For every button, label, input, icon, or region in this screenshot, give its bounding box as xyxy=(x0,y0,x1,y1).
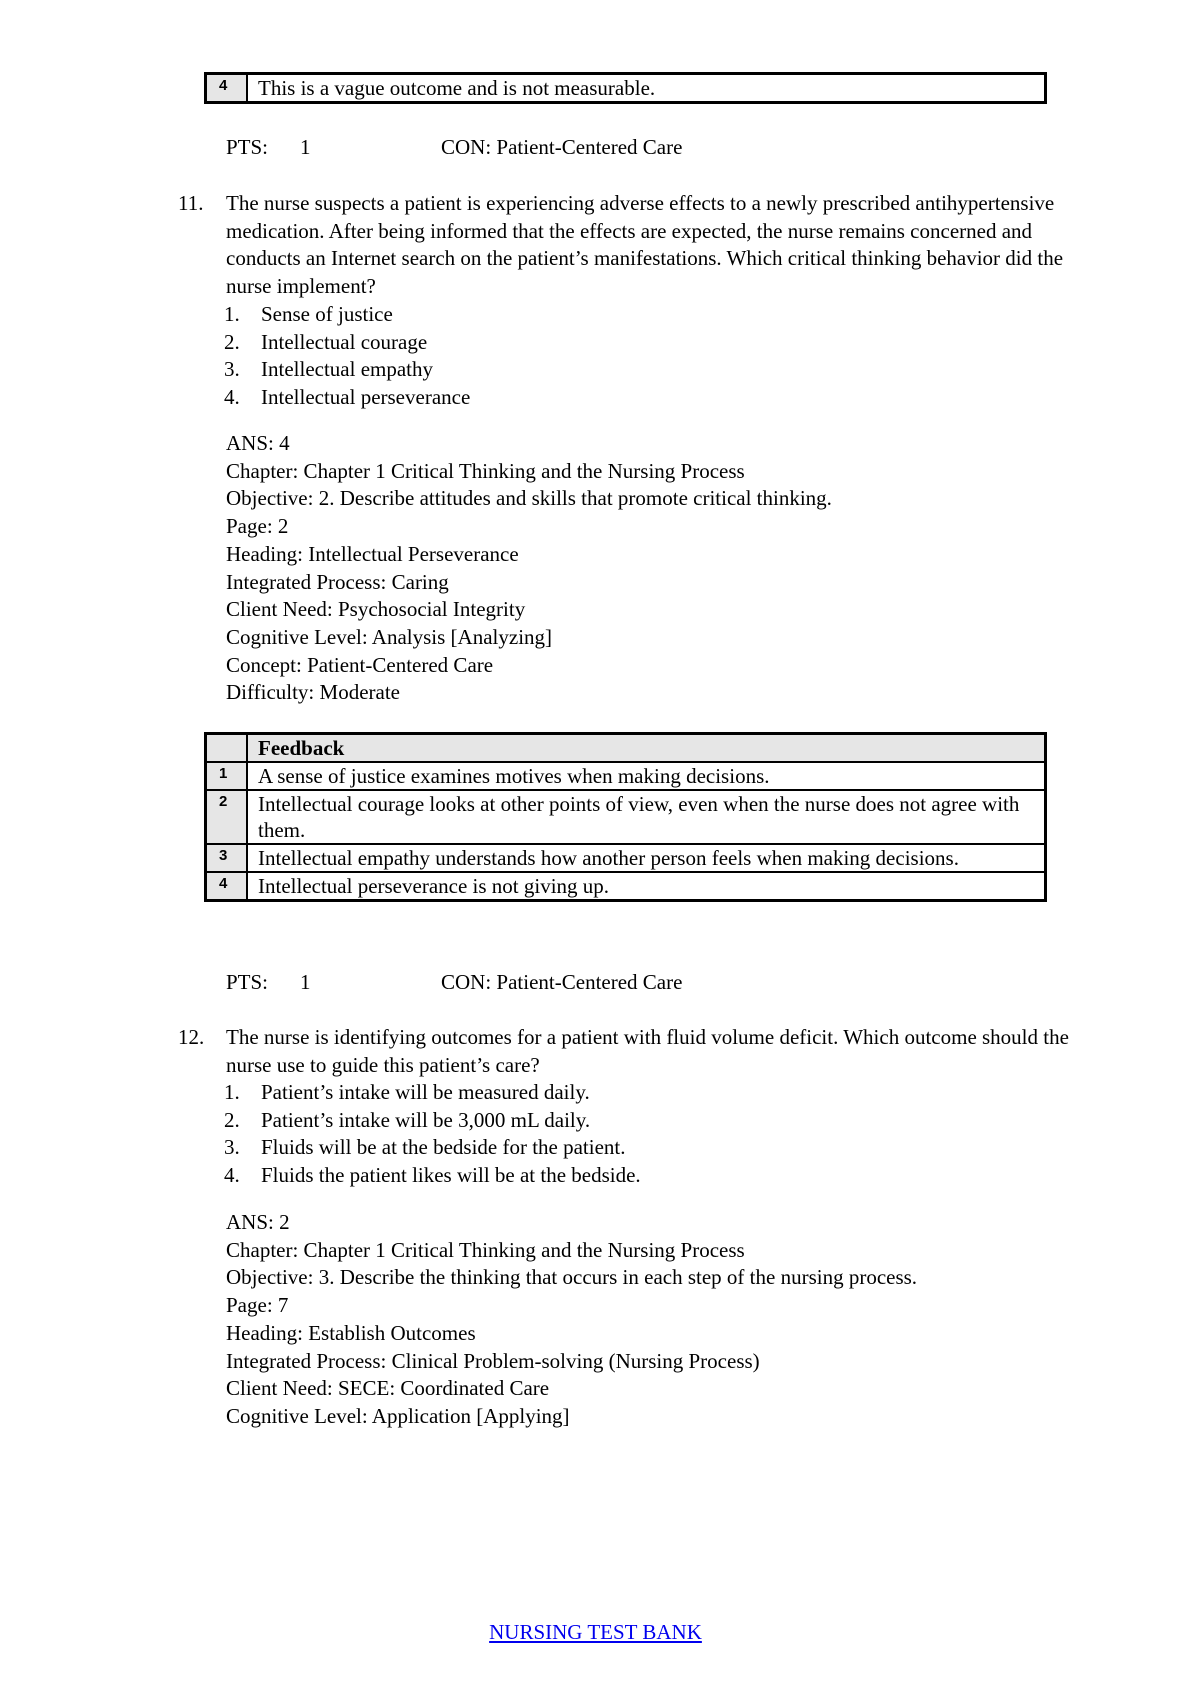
pts-label: PTS: xyxy=(226,970,269,994)
integrated-process: Integrated Process: Clinical Problem-solving (Nursing Process) xyxy=(226,1348,760,1373)
feedback-row xyxy=(206,872,1046,901)
pts-label: PTS: xyxy=(226,135,269,159)
feedback-row-text: Intellectual perseverance is not giving up. xyxy=(247,872,1046,901)
feedback-header-row xyxy=(206,734,1046,763)
footer xyxy=(0,1620,1191,1645)
con-label: CON: Patient-Centered Care xyxy=(441,970,683,994)
chapter: Chapter: Chapter 1 Critical Thinking and the Nursing Process xyxy=(226,458,745,483)
feedback-row-text: Intellectual courage looks at other points of view, even when the nurse does not agree with them. xyxy=(247,790,1046,844)
question-stem: The nurse suspects a patient is experiencing adverse effects to a newly prescribed antihypertensive medication. After being informed that the effects are expected, the nurse remains concerned and conducts an Internet search on the patient’s manifestations. Which critical thinking behavior did the nurse implement? xyxy=(226,191,1064,299)
page: Page: 2 xyxy=(226,514,289,539)
option-text: Intellectual courage xyxy=(261,329,428,354)
feedback-row xyxy=(206,844,1046,872)
question-stem: The nurse is identifying outcomes for a patient with fluid volume deficit. Which outcome should the nurse use to guide this patient’s care? xyxy=(226,1025,1069,1077)
q12-metadata xyxy=(226,1209,917,1431)
q11-metadata xyxy=(226,430,832,707)
client-need: Client Need: SECE: Coordinated Care xyxy=(226,1376,550,1401)
option-text: Intellectual perseverance xyxy=(261,385,471,410)
feedback-row xyxy=(206,790,1046,844)
option-number: 4. xyxy=(224,1163,240,1188)
option-text: Fluids the patient likes will be at the bedside. xyxy=(261,1163,641,1188)
feedback-row-number: 4 xyxy=(206,74,248,103)
feedback-row xyxy=(206,74,1046,103)
integrated-process: Integrated Process: Caring xyxy=(226,569,449,594)
pts-value: 1 xyxy=(300,970,311,994)
q11-feedback-table xyxy=(204,732,1047,902)
option-number: 3. xyxy=(224,1135,240,1160)
page: Page: 7 xyxy=(226,1293,289,1318)
option-number: 2. xyxy=(224,1107,240,1132)
objective: Objective: 2. Describe attitudes and skills that promote critical thinking. xyxy=(226,486,832,511)
option-number: 4. xyxy=(224,385,240,410)
feedback-row-number: 3 xyxy=(206,844,248,872)
feedback-row xyxy=(206,762,1046,790)
difficulty: Difficulty: Moderate xyxy=(226,680,400,705)
option-number: 1. xyxy=(224,1080,240,1104)
option-number: 2. xyxy=(224,329,240,354)
answer: ANS: 2 xyxy=(226,1210,290,1234)
option-number: 1. xyxy=(224,302,240,326)
chapter: Chapter: Chapter 1 Critical Thinking and the Nursing Process xyxy=(226,1237,745,1262)
cognitive-level: Cognitive Level: Analysis [Analyzing] xyxy=(226,624,553,649)
option-text: Sense of justice xyxy=(261,302,393,326)
heading: Heading: Intellectual Perseverance xyxy=(226,541,519,566)
heading: Heading: Establish Outcomes xyxy=(226,1320,476,1345)
nursing-test-bank-link[interactable]: NURSING TEST BANK xyxy=(489,1620,702,1644)
feedback-row-number: 4 xyxy=(206,872,248,901)
answer: ANS: 4 xyxy=(226,431,290,455)
cognitive-level: Cognitive Level: Application [Applying] xyxy=(226,1403,570,1428)
con-label: CON: Patient-Centered Care xyxy=(441,135,683,159)
option-number: 3. xyxy=(224,357,240,382)
top-feedback-table xyxy=(204,72,1047,104)
option-text: Fluids will be at the bedside for the patient. xyxy=(261,1135,626,1160)
feedback-row-text: This is a vague outcome and is not measurable. xyxy=(247,74,1046,103)
feedback-header-number xyxy=(206,734,248,763)
feedback-row-text: A sense of justice examines motives when making decisions. xyxy=(247,762,1046,790)
question-number: 11. xyxy=(178,191,204,215)
concept: Concept: Patient-Centered Care xyxy=(226,652,494,677)
feedback-row-text: Intellectual empathy understands how another person feels when making decisions. xyxy=(247,844,1046,872)
client-need: Client Need: Psychosocial Integrity xyxy=(226,597,526,622)
option-text: Intellectual empathy xyxy=(261,357,434,382)
feedback-header: Feedback xyxy=(247,734,1046,763)
option-text: Patient’s intake will be 3,000 mL daily. xyxy=(261,1107,591,1132)
question-number: 12. xyxy=(178,1025,205,1049)
objective: Objective: 3. Describe the thinking that occurs in each step of the nursing process. xyxy=(226,1265,918,1290)
feedback-row-number: 1 xyxy=(206,762,248,790)
pts-value: 1 xyxy=(300,135,311,159)
feedback-row-number: 2 xyxy=(206,790,248,844)
option-text: Patient’s intake will be measured daily. xyxy=(261,1080,590,1104)
